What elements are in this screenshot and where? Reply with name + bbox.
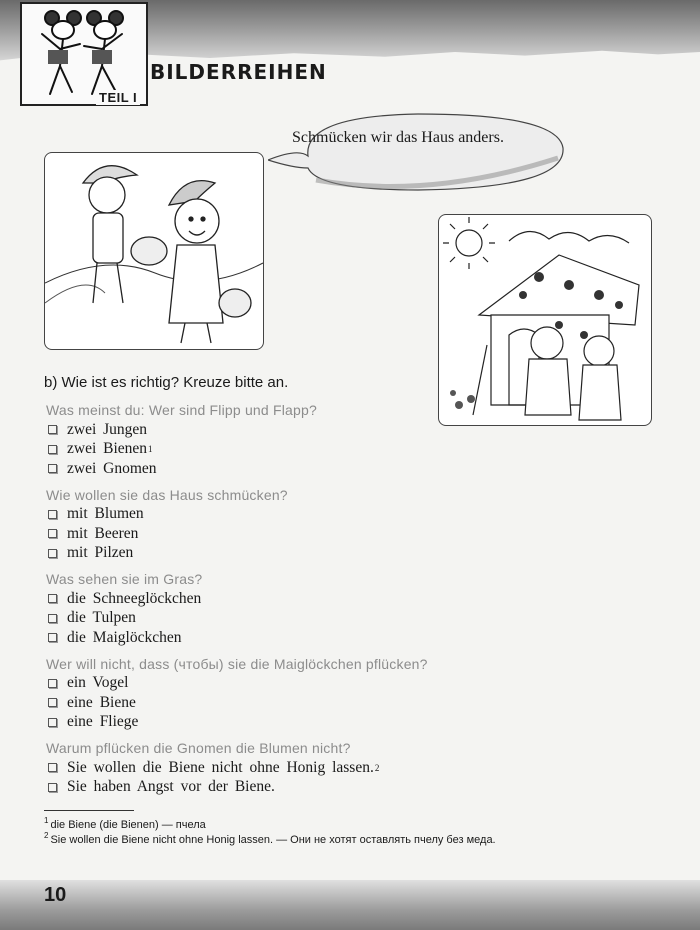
question-text: Warum pflücken die Gnomen die Blumen nicht?: [46, 740, 351, 756]
checkbox-icon[interactable]: [48, 529, 57, 538]
answer-option[interactable]: [46, 524, 646, 544]
dancing-mice-illustration: [22, 4, 146, 104]
checkbox-icon[interactable]: [48, 633, 57, 642]
option-label: mit Blumen: [67, 505, 144, 523]
question-list: [46, 400, 646, 803]
footnote-text: Sie wollen die Biene nicht ohne Honig lassen. — Они не хотят оставлять пчелу без меда.: [50, 834, 496, 846]
question-text: Wer will nicht, dass (чтобы) sie die Maiglöckchen pflücken?: [46, 655, 428, 672]
answer-option[interactable]: [46, 589, 646, 609]
option-label: eine Fliege: [67, 713, 139, 731]
checkbox-icon[interactable]: [48, 614, 57, 623]
footnote-number: 1: [44, 816, 49, 826]
answer-option[interactable]: [46, 674, 646, 694]
option-label: zwei Bienen: [67, 440, 148, 458]
checkbox-icon[interactable]: [48, 679, 57, 688]
option-label: Sie haben Angst vor der Biene.: [67, 778, 275, 796]
page-number: 10: [44, 884, 67, 906]
teil-label: TEIL I: [96, 90, 140, 105]
decorated-house-image: [439, 215, 651, 425]
checkbox-icon[interactable]: [48, 464, 57, 473]
option-label: mit Beeren: [67, 524, 139, 542]
checkbox-icon[interactable]: [48, 594, 57, 603]
question-group-5: [46, 738, 646, 797]
option-label: zwei Jungen: [67, 420, 148, 438]
question-text: Was meinst du: Wer sind Flipp und Flapp?: [46, 402, 318, 418]
task-instruction: b) Wie ist es richtig? Kreuze bitte an.: [44, 374, 289, 391]
option-label: zwei Gnomen: [67, 459, 157, 477]
answer-option[interactable]: [46, 505, 646, 525]
bottom-decor-band: [0, 880, 700, 930]
option-label: eine Biene: [67, 693, 136, 711]
answer-option[interactable]: Sie wollen die Biene nicht ohne Honig lassen. 2: [46, 758, 646, 778]
footnote-divider: [44, 810, 134, 811]
footnote-text: die Biene (die Bienen) — пчела: [50, 819, 206, 831]
checkbox-icon[interactable]: [48, 549, 57, 558]
question-text: Wie wollen sie das Haus schmücken?: [46, 486, 288, 503]
option-label: die Maiglöckchen: [67, 628, 182, 646]
answer-option[interactable]: [46, 628, 646, 648]
speech-bubble-text: Schmücken wir das Haus anders.: [292, 129, 504, 146]
footnote-2: [44, 833, 664, 848]
footnotes: [44, 818, 664, 848]
checkbox-icon[interactable]: [48, 783, 57, 792]
question-group-3: [46, 569, 646, 648]
option-label: die Schneeglöckchen: [67, 589, 202, 607]
checkbox-icon[interactable]: [48, 718, 57, 727]
answer-option[interactable]: [46, 778, 646, 798]
answer-option[interactable]: [46, 609, 646, 629]
answer-option[interactable]: [46, 713, 646, 733]
answer-option[interactable]: [46, 544, 646, 564]
checkbox-icon[interactable]: [48, 510, 57, 519]
answer-option[interactable]: [46, 459, 646, 479]
answer-option[interactable]: [46, 420, 646, 440]
checkbox-icon[interactable]: [48, 698, 57, 707]
question-group-2: [46, 485, 646, 564]
gnomes-with-baskets-image: [45, 153, 263, 349]
option-label: ein Vogel: [67, 674, 129, 692]
answer-option[interactable]: [46, 693, 646, 713]
house-illustration: [438, 214, 652, 426]
option-label: die Tulpen: [67, 609, 136, 627]
question-group-4: [46, 654, 646, 733]
gnomes-illustration: [44, 152, 264, 350]
section-title: BILDERREIHEN: [150, 60, 327, 84]
speech-bubble: [268, 108, 568, 198]
option-label: Sie wollen die Biene nicht ohne Honig lassen.: [67, 758, 374, 776]
footnote-1: [44, 818, 664, 833]
checkbox-icon[interactable]: [48, 425, 57, 434]
option-label: mit Pilzen: [67, 544, 134, 562]
answer-option[interactable]: zwei Bienen 1: [46, 440, 646, 460]
checkbox-icon[interactable]: [48, 445, 57, 454]
question-group-1: [46, 400, 646, 479]
footnote-number: 2: [44, 831, 49, 841]
question-text: Was sehen sie im Gras?: [46, 571, 203, 587]
checkbox-icon[interactable]: [48, 763, 57, 772]
